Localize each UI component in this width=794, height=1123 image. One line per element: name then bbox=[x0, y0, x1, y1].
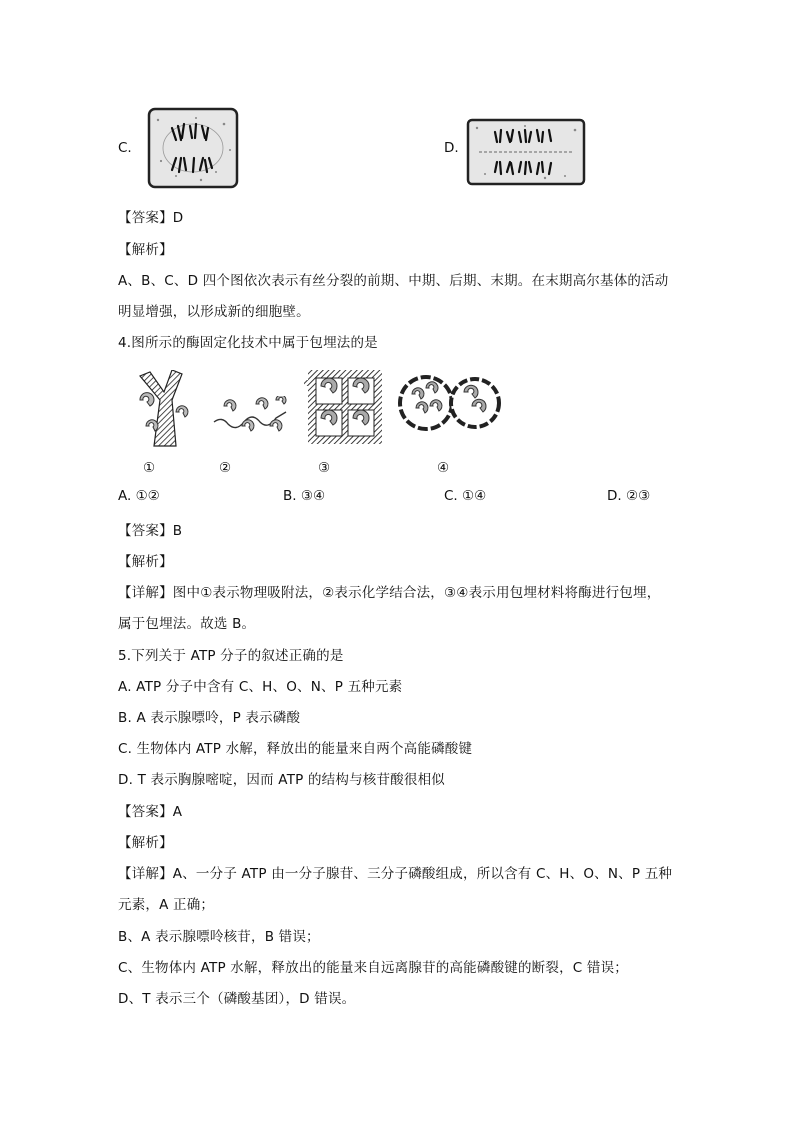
option-c-micrograph bbox=[146, 106, 240, 194]
q5-detail-line1: 【详解】A、一分子 ATP 由一分子腺苷、三分子磷酸组成，所以含有 C、H、O、N、P 五种 bbox=[118, 866, 673, 882]
q4-figure-label-4: ④ bbox=[437, 460, 450, 476]
q3-analysis-line1: A、B、C、D 四个图依次表示有丝分裂的前期、中期、后期、末期。在末期高尔基体的活动 bbox=[118, 273, 669, 289]
q3-analysis-line2: 明显增强，以形成新的细胞壁。 bbox=[118, 304, 310, 320]
q4-figure-physical-adsorption bbox=[132, 370, 196, 452]
q4-figure-microcapsule bbox=[398, 374, 502, 436]
q3-answer: 【答案】D bbox=[118, 210, 184, 226]
option-d-label: D. bbox=[444, 140, 459, 156]
q5-option-d: D. T 表示胸腺嘧啶，因而 ATP 的结构与核苷酸很相似 bbox=[118, 772, 445, 788]
q5-stem: 5.下列关于 ATP 分子的叙述正确的是 bbox=[118, 648, 344, 664]
q4-option-c: C. ①④ bbox=[444, 488, 487, 504]
q3-analysis-heading: 【解析】 bbox=[118, 242, 173, 258]
q4-stem: 4.图所示的酶固定化技术中属于包埋法的是 bbox=[118, 335, 378, 351]
q5-detail-line2: 元素，A 正确； bbox=[118, 897, 215, 913]
q4-figure-gel-entrapment bbox=[304, 366, 386, 452]
q5-detail-c: C、生物体内 ATP 水解，释放出的能量来自远离腺苷的高能磷酸键的断裂，C 错误； bbox=[118, 960, 628, 976]
q4-figure-chemical-binding bbox=[212, 396, 288, 444]
q4-answer: 【答案】B bbox=[118, 523, 183, 539]
option-c-label: C. bbox=[118, 140, 132, 156]
q4-analysis-heading: 【解析】 bbox=[118, 554, 173, 570]
q5-detail-b: B、A 表示腺嘌呤核苷，B 错误； bbox=[118, 929, 320, 945]
q4-figure-label-3: ③ bbox=[318, 460, 331, 476]
q4-option-b: B. ③④ bbox=[283, 488, 326, 504]
q5-option-a: A. ATP 分子中含有 C、H、O、N、P 五种元素 bbox=[118, 679, 403, 695]
q4-option-d: D. ②③ bbox=[607, 488, 651, 504]
q5-analysis-heading: 【解析】 bbox=[118, 835, 173, 851]
q5-detail-d: D、T 表示三个（磷酸基团），D 错误。 bbox=[118, 991, 356, 1007]
q4-detail-line2: 属于包埋法。故选 B。 bbox=[118, 616, 256, 632]
q4-detail-line1: 【详解】图中①表示物理吸附法，②表示化学结合法，③④表示用包埋材料将酶进行包埋， bbox=[118, 585, 661, 601]
q4-option-a: A. ①② bbox=[118, 488, 160, 504]
q4-figure-label-1: ① bbox=[143, 460, 156, 476]
q4-figure-label-2: ② bbox=[219, 460, 232, 476]
option-d-micrograph bbox=[465, 116, 587, 192]
q5-option-b: B. A 表示腺嘌呤，P 表示磷酸 bbox=[118, 710, 301, 726]
q5-answer: 【答案】A bbox=[118, 804, 183, 820]
q5-option-c: C. 生物体内 ATP 水解，释放出的能量来自两个高能磷酸键 bbox=[118, 741, 473, 757]
